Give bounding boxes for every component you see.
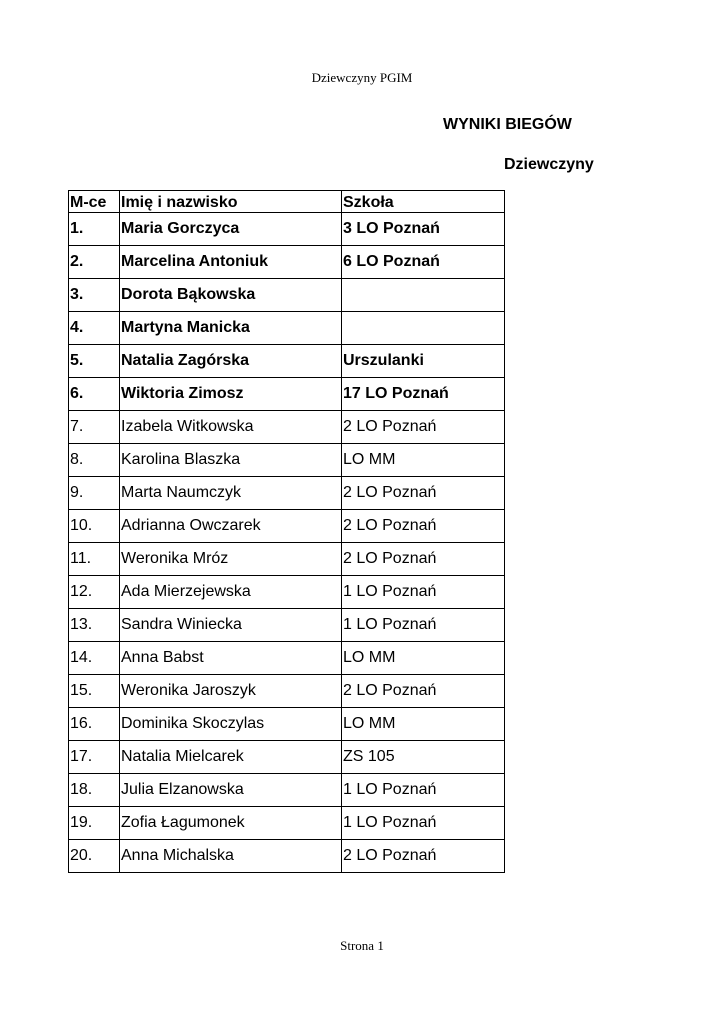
place-cell: 9. [69, 477, 120, 510]
school-cell: LO MM [342, 708, 505, 741]
school-cell: 1 LO Poznań [342, 774, 505, 807]
document-subtitle: Dziewczyny [504, 156, 594, 173]
table-row [69, 675, 505, 708]
column-header-name: Imię i nazwisko [120, 191, 342, 213]
table-row [69, 246, 505, 279]
table-row [69, 444, 505, 477]
place-cell: 12. [69, 576, 120, 609]
place-cell: 3. [69, 279, 120, 312]
school-cell: 2 LO Poznań [342, 840, 505, 873]
school-cell: 1 LO Poznań [342, 576, 505, 609]
school-cell [342, 279, 505, 312]
place-cell: 5. [69, 345, 120, 378]
name-cell: Karolina Blaszka [120, 444, 342, 477]
school-cell: 1 LO Poznań [342, 609, 505, 642]
name-cell: Marcelina Antoniuk [120, 246, 342, 279]
table-row [69, 774, 505, 807]
name-cell: Julia Elzanowska [120, 774, 342, 807]
place-cell: 1. [69, 213, 120, 246]
place-cell: 19. [69, 807, 120, 840]
table-row [69, 741, 505, 774]
school-cell: LO MM [342, 444, 505, 477]
table-row [69, 609, 505, 642]
school-cell: 2 LO Poznań [342, 675, 505, 708]
name-cell: Marta Naumczyk [120, 477, 342, 510]
page-footer: Strona 1 [340, 938, 384, 953]
place-cell: 20. [69, 840, 120, 873]
place-cell: 4. [69, 312, 120, 345]
name-cell: Martyna Manicka [120, 312, 342, 345]
place-cell: 16. [69, 708, 120, 741]
name-cell: Natalia Mielcarek [120, 741, 342, 774]
place-cell: 6. [69, 378, 120, 411]
name-cell: Ada Mierzejewska [120, 576, 342, 609]
school-cell: 1 LO Poznań [342, 807, 505, 840]
table-row [69, 477, 505, 510]
table-row [69, 807, 505, 840]
name-cell: Weronika Mróz [120, 543, 342, 576]
column-header-place: M-ce [69, 191, 120, 213]
name-cell: Izabela Witkowska [120, 411, 342, 444]
table-row [69, 345, 505, 378]
subtitle-container [504, 155, 594, 179]
place-cell: 8. [69, 444, 120, 477]
place-cell: 7. [69, 411, 120, 444]
place-cell: 17. [69, 741, 120, 774]
school-cell [342, 312, 505, 345]
school-cell: ZS 105 [342, 741, 505, 774]
table-row [69, 840, 505, 873]
school-cell: 2 LO Poznań [342, 543, 505, 576]
column-header-school: Szkoła [342, 191, 505, 213]
school-cell: 2 LO Poznań [342, 411, 505, 444]
table-row [69, 411, 505, 444]
school-cell: 6 LO Poznań [342, 246, 505, 279]
table-row [69, 576, 505, 609]
table-row [69, 708, 505, 741]
place-cell: 13. [69, 609, 120, 642]
name-cell: Dorota Bąkowska [120, 279, 342, 312]
table-row [69, 279, 505, 312]
name-cell: Weronika Jaroszyk [120, 675, 342, 708]
name-cell: Wiktoria Zimosz [120, 378, 342, 411]
name-cell: Sandra Winiecka [120, 609, 342, 642]
table-row [69, 543, 505, 576]
name-cell: Natalia Zagórska [120, 345, 342, 378]
school-cell: 17 LO Poznań [342, 378, 505, 411]
table-row [69, 378, 505, 411]
table-row [69, 213, 505, 246]
place-cell: 14. [69, 642, 120, 675]
place-cell: 10. [69, 510, 120, 543]
name-cell: Adrianna Owczarek [120, 510, 342, 543]
name-cell: Dominika Skoczylas [120, 708, 342, 741]
school-cell: Urszulanki [342, 345, 505, 378]
school-cell: 2 LO Poznań [342, 510, 505, 543]
school-cell: 2 LO Poznań [342, 477, 505, 510]
table-header-row [69, 191, 505, 213]
table-row [69, 312, 505, 345]
name-cell: Anna Michalska [120, 840, 342, 873]
page-header: Dziewczyny PGIM [311, 70, 413, 85]
place-cell: 2. [69, 246, 120, 279]
school-cell: LO MM [342, 642, 505, 675]
results-table [68, 190, 505, 873]
name-cell: Zofia Łagumonek [120, 807, 342, 840]
place-cell: 18. [69, 774, 120, 807]
document-title: WYNIKI BIEGÓW [443, 116, 572, 133]
place-cell: 15. [69, 675, 120, 708]
school-cell: 3 LO Poznań [342, 213, 505, 246]
name-cell: Maria Gorczyca [120, 213, 342, 246]
name-cell: Anna Babst [120, 642, 342, 675]
table-row [69, 642, 505, 675]
place-cell: 11. [69, 543, 120, 576]
table-row [69, 510, 505, 543]
